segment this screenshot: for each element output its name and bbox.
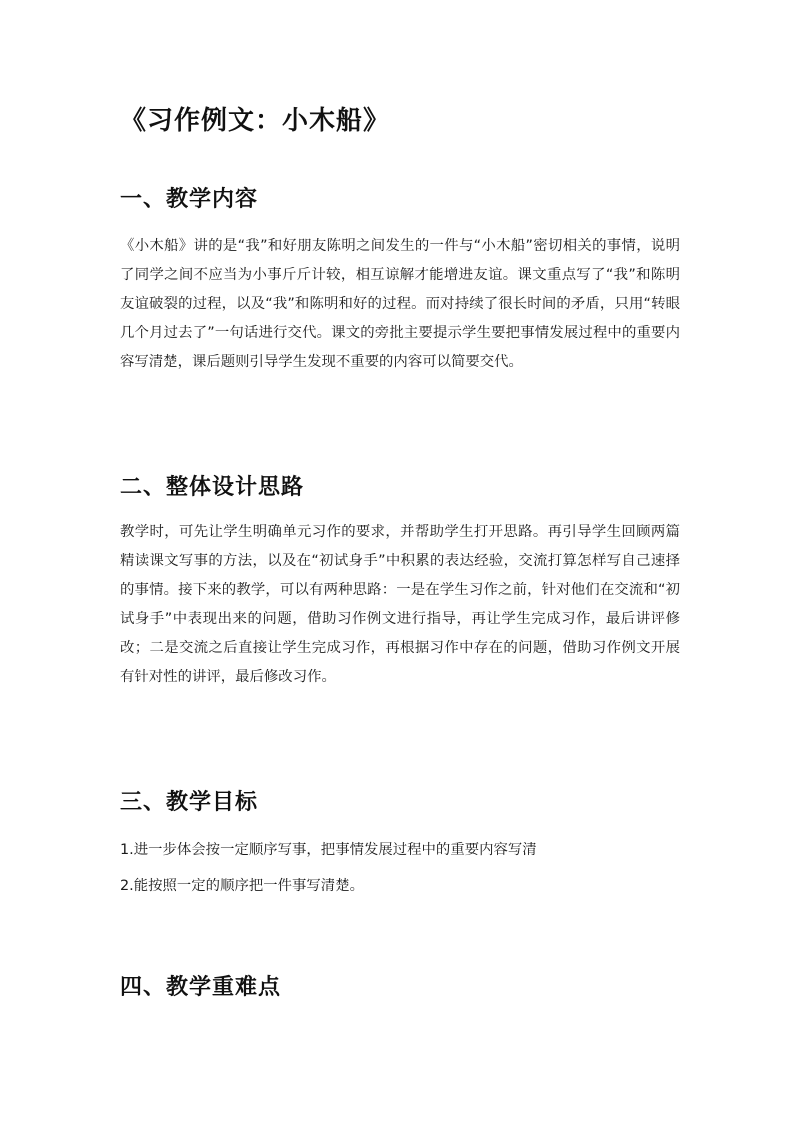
goals-list xyxy=(120,832,680,904)
section-heading-goals: 三、教学目标 xyxy=(120,790,259,815)
section-paragraph-content: 《小木船》讲的是“我”和好朋友陈明之间发生的一件与“小木船”密切相关的事情，说明了同学之间不应当为小事斤斤计较，相互谅解才能增进友谊。课文重点写了“我”和陈明友谊破裂的过程，以及“我”和陈明和好的过程。而对持续了很长时间的矛盾，只用“转眼几个月过去了”一句话进行交代。课文的旁批主要提示学生要把事情发展过程中的重要内容写清楚，课后题则引导学生发现不重要的内容可以简要交代。 xyxy=(120,238,680,370)
goal-item-1: 1.进一步体会按一定顺序写事，把事情发展过程中的重要内容写清 xyxy=(120,842,537,858)
section-paragraph-design: 教学时，可先让学生明确单元习作的要求，并帮助学生打开思路。再引导学生回顾两篇精读课文写事的方法，以及在“初试身手”中积累的表达经验，交流打算怎样写自己速择的事情。接下来的教学，可以有两种思路：一是在学生习作之前，针对他们在交流和“初试身手”中表现出来的问题，借助习作例文进行指导，再让学生完成习作，最后讲评修改；二是交流之后直接让学生完成习作，再根据习作中存在的问题，借助习作例文开展有针对性的讲评，最后修改习作。 xyxy=(120,524,680,685)
section-heading-key-points: 四、教学重难点 xyxy=(120,975,282,1000)
section-heading-content: 一、教学内容 xyxy=(120,187,259,212)
document-title: 《习作例文：小木船》 xyxy=(120,106,391,136)
section-heading-design: 二、整体设计思路 xyxy=(120,475,305,500)
goal-item-2: 2.能按照一定的顺序把一件事写清楚。 xyxy=(120,878,364,894)
